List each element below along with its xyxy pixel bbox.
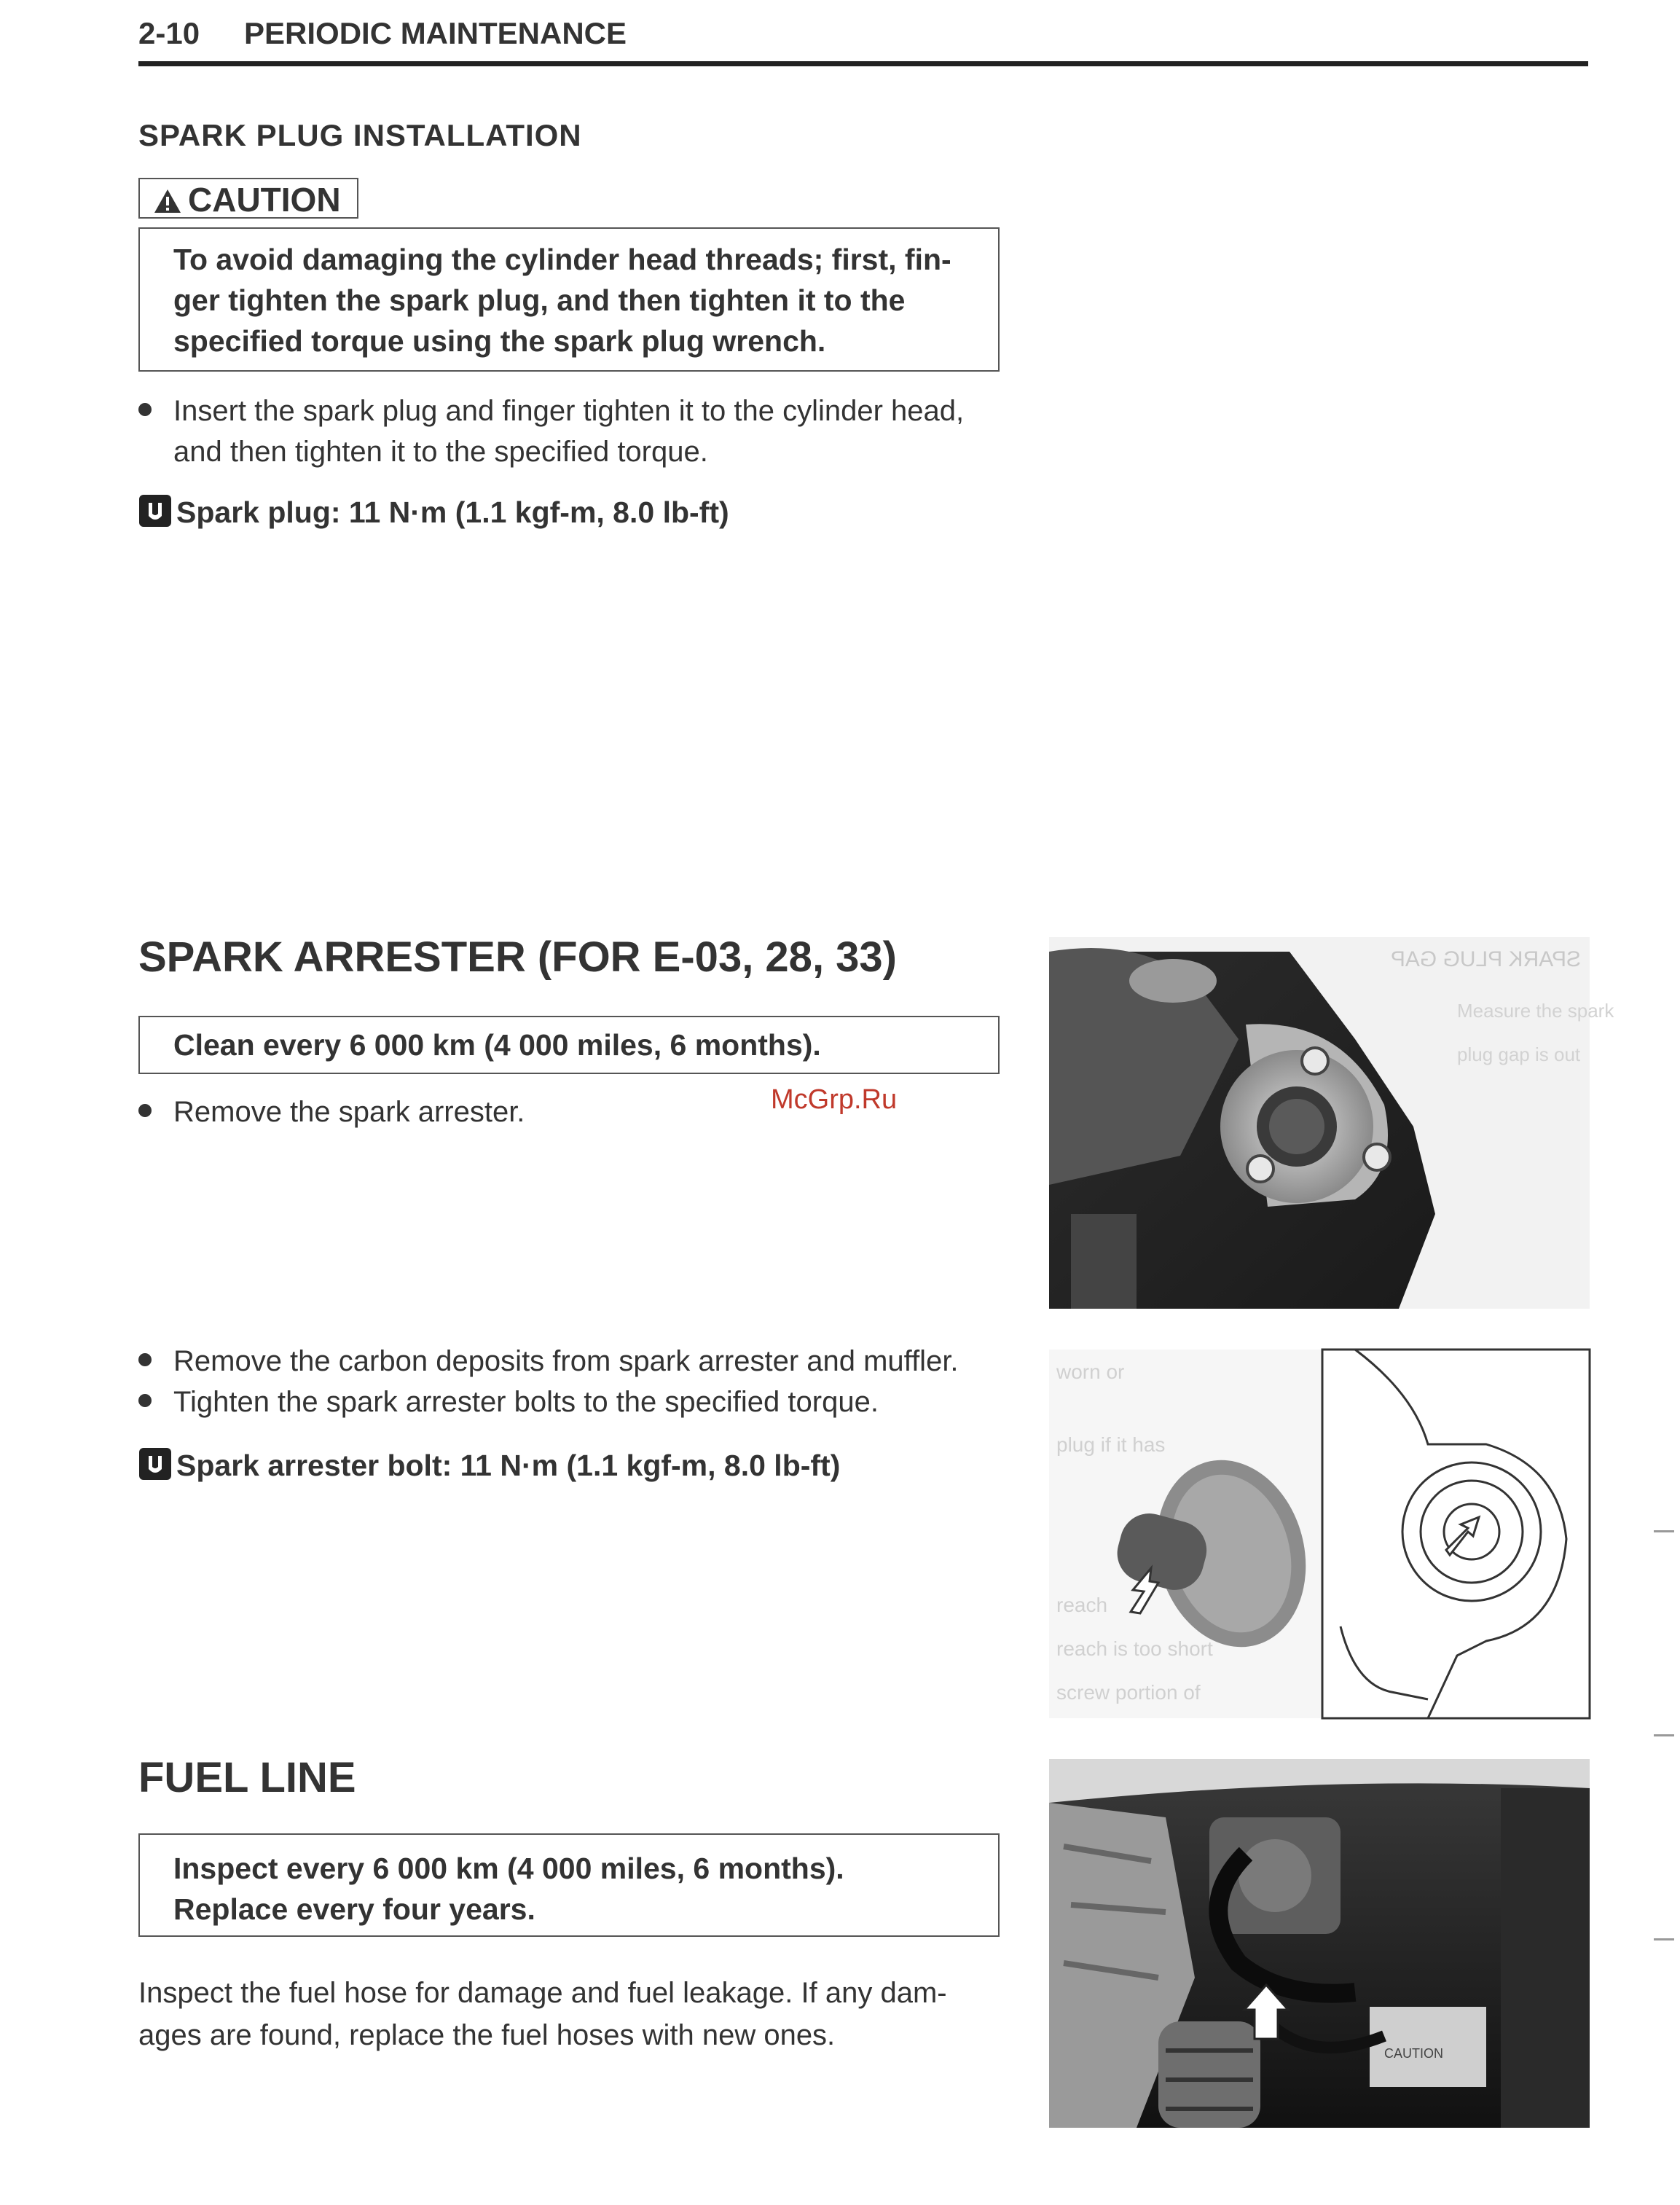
bullet-icon [138,1104,152,1117]
fuel-line-paragraph [138,1972,1013,2056]
warning-triangle-icon [153,182,182,223]
fuel-line-photo [1049,1759,1590,2128]
spark-plug-installation-heading: SPARK PLUG INSTALLATION [138,118,582,152]
interval-text: Inspect every 6 000 km (4 000 miles, 6 months). [173,1852,844,1885]
svg-text:CAUTION: CAUTION [1384,2046,1443,2061]
svg-text:SPARK PLUG GAP: SPARK PLUG GAP [1390,947,1581,971]
fuel-line-title: FUEL LINE [138,1754,356,1801]
bullet-icon [138,1394,152,1407]
bullet-text-continued: and then tighten it to the specified torque. [173,436,708,468]
svg-text:plug if it has: plug if it has [1056,1433,1166,1456]
spark-arrester-removed-photo [1049,1350,1590,1718]
torque-wrench-icon [138,1447,172,1488]
list-item [138,1341,959,1382]
spark-arrester-photo [1049,937,1614,1309]
caution-box [138,227,1000,372]
caution-text: CAUTION [188,181,341,219]
svg-text:reach: reach [1056,1594,1108,1616]
svg-text:Measure the spark: Measure the spark [1457,1000,1614,1022]
bullet-icon [138,403,152,416]
torque-wrench-icon [138,494,172,535]
interval-text: Replace every four years. [173,1892,535,1926]
bullet-text: Tighten the spark arrester bolts to the specified torque. [173,1386,879,1418]
list-item [138,391,1013,472]
scan-mark [1654,1938,1674,1940]
svg-text:worn or: worn or [1056,1360,1125,1383]
scan-mark [1654,1530,1674,1532]
caution-line: specified torque using the spark plug wrench. [173,324,826,358]
spark-arrester-interval-box [138,1016,1000,1074]
caution-line: ger tighten the spark plug, and then tighten it to the [173,283,906,317]
torque-spec [138,494,729,535]
interval-text: Clean every 6 000 km (4 000 miles, 6 months). [173,1028,821,1062]
torque-spec-text: Spark plug: 11 N·m (1.1 kgf-m, 8.0 lb-ft) [176,495,729,529]
bullet-icon [138,1353,152,1366]
paragraph-line: Inspect the fuel hose for damage and fuel leakage. If any dam- [138,1977,947,2009]
bullet-text: Remove the spark arrester. [173,1096,525,1128]
torque-spec [138,1447,840,1488]
caution-line: To avoid damaging the cylinder head threads; first, fin- [173,243,951,276]
svg-text:screw portion of: screw portion of [1056,1681,1201,1704]
bullet-text: Insert the spark plug and finger tighten it to the cylinder head, [173,395,965,427]
list-item [138,1382,879,1422]
section-header: PERIODIC MAINTENANCE [244,16,627,50]
bullet-text: Remove the carbon deposits from spark arrester and muffler. [173,1345,959,1377]
spark-arrester-title: SPARK ARRESTER (FOR E-03, 28, 33) [138,933,897,981]
fuel-line-interval-box [138,1833,1000,1937]
header-rule [138,61,1588,66]
watermark: McGrp.Ru [771,1084,898,1115]
svg-text:reach is too short: reach is too short [1056,1637,1213,1660]
scan-mark [1654,1734,1674,1736]
list-item [138,1092,525,1132]
torque-spec-text: Spark arrester bolt: 11 N·m (1.1 kgf-m, 8.0 lb-ft) [176,1448,841,1482]
caution-label [138,178,358,219]
svg-text:plug gap is out: plug gap is out [1457,1043,1581,1065]
paragraph-line: ages are found, replace the fuel hoses with new ones. [138,2019,836,2051]
page-number: 2-10 [138,16,200,50]
